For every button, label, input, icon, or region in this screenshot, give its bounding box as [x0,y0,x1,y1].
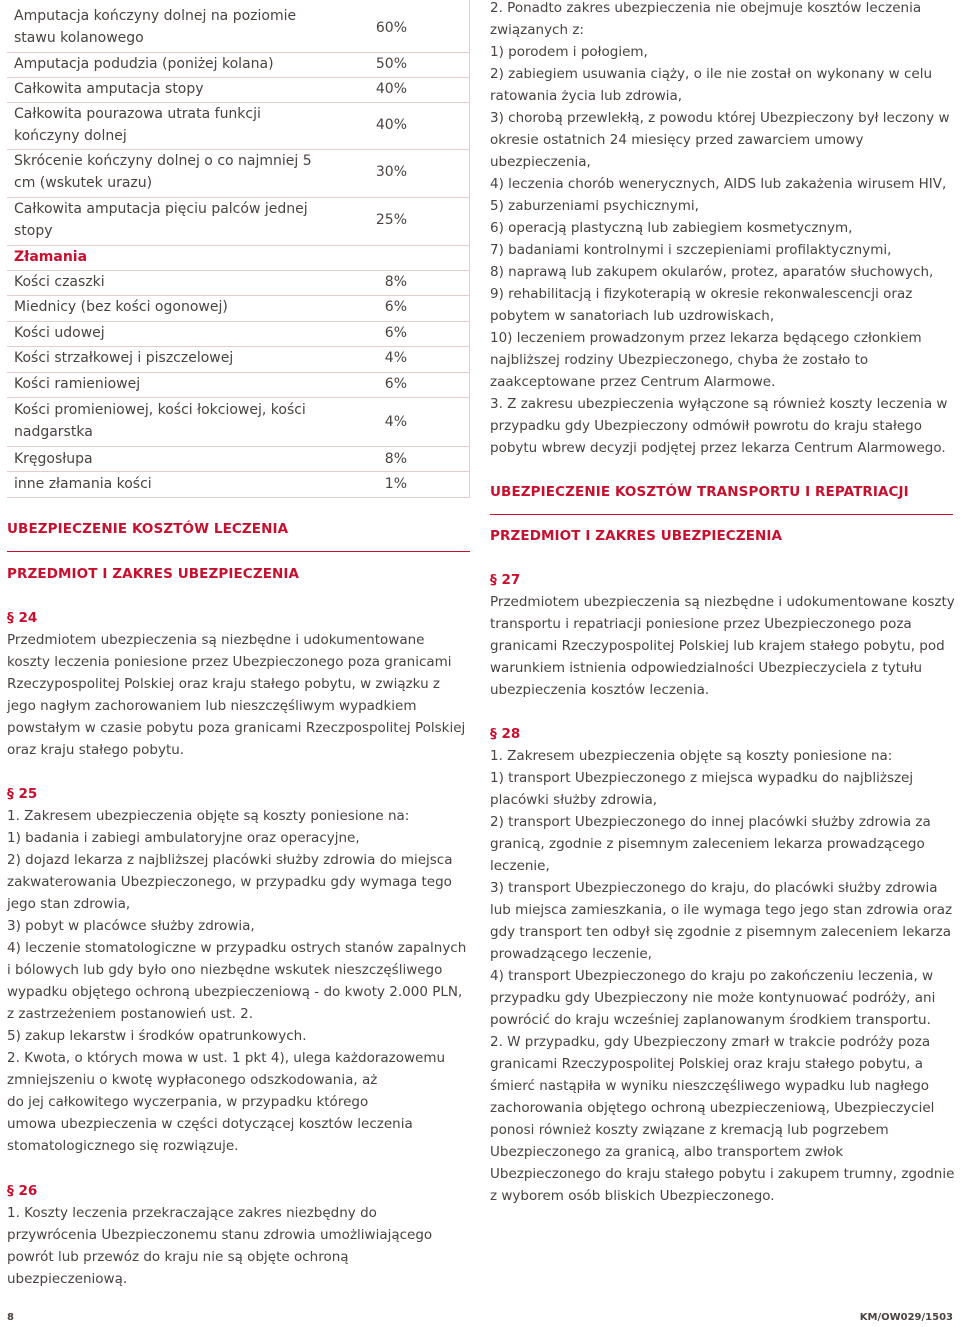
clause-number: § 25 [7,786,38,802]
row-value: 30% [375,164,407,180]
table-row-header [7,245,470,271]
table-row [7,197,470,246]
table-row [7,372,470,398]
page-number: 8 [7,1312,14,1323]
table-row [7,149,470,198]
table-row [7,102,470,150]
table-row [7,471,470,498]
table-row [7,446,470,472]
row-label: Amputacja podudzia (poniżej kolana) [14,56,274,72]
row-value: 8% [384,451,407,467]
clause-text: 1. Zakresem ubezpieczenia objęte są koszty poniesione na: 1) transport Ubezpieczonego z miejsca wypadku do najbliższej placówki służby zdrowia, 2) transport Ubezpieczonego do innej placówki służby zdrowia za granicą, zgodnie z pisemnym zaleceniem lekarza prowadzącego leczenie, 3) transport Ubezpieczonego do kraju, do placówki służby zdrowia lub miejsca zamieszkania, o ile wymaga tego jego stan zdrowia oraz gdy transport ten odbył się zgodnie z pisemnym zaleceniem lekarza prowadzącego leczenie, 4) transport Ubezpieczonego do kraju po zakończeniu leczenia, w przypadku gdy Ubezpieczony nie może kontynuować podróży, ani powrócić do kraju wcześniej zaplanowanym środkiem transportu. 2. W przypadku, gdy Ubezpieczony zmarł w trakcie podróży poza granicami Rzeczypospolitej Polskiej oraz kraju stałego pobytu, a śmierć nastąpiła w wyniku nieszczęśliwego wypadku lub nagłego zachorowania objętego ochroną ubezpieczeniową, Ubezpieczyciel ponosi również koszty związane z kremacją lub pogrzebem Ubezpieczonego za granicą, albo transportem zwłok Ubezpieczonego do kraju stałego pobytu i zakupem trumny, zgodnie z wyborem osób bliskich Ubezpieczonego. [490,748,955,1204]
row-label: Kręgosłupa [14,451,93,467]
row-label: inne złamania kości [14,476,152,492]
row-value: 8% [384,274,407,290]
row-label: Całkowita amputacja stopy [14,81,204,97]
section-title: UBEZPIECZENIE KOSZTÓW TRANSPORTU I REPATRIACJI [490,484,909,500]
table-row [7,270,470,296]
row-value: 40% [375,81,407,97]
section-divider [7,551,470,552]
row-label: Całkowita amputacja pięciu palców jednej stopy [14,201,308,239]
subsection-title: PRZEDMIOT I ZAKRES UBEZPIECZENIA [490,528,783,544]
row-label: Kości ramieniowej [14,376,141,392]
table-row [7,77,470,103]
section-divider [490,514,953,515]
row-value: 6% [384,325,407,341]
clause-number: § 27 [490,572,521,588]
table-row [7,346,470,373]
row-value: 6% [384,376,407,392]
clause-number: § 26 [7,1183,38,1199]
table-row [7,321,470,347]
row-label: Całkowita pourazowa utrata funkcji kończyny dolnej [14,106,261,144]
subsection-title: PRZEDMIOT I ZAKRES UBEZPIECZENIA [7,566,300,582]
row-label: Miednicy (bez kości ogonowej) [14,299,228,315]
row-value: 4% [384,414,407,430]
row-label: Kości promieniowej, kości łokciowej, kości nadgarstka [14,402,306,440]
row-value: 60% [375,20,407,36]
clause-text: Przedmiotem ubezpieczenia są niezbędne i udokumentowane koszty leczenia poniesione przez Ubezpieczonego poza granicami Rzeczypospolitej Polskiej oraz kraju stałego pobytu, w związku z jego nagłym zachorowaniem lub nieszczęśliwym wypadkiem powstałym w czasie pobytu poza granicami Rzeczpospolitej Polskiej oraz kraju stałego pobytu. [7,632,466,758]
row-label: Kości strzałkowej i piszczelowej [14,350,234,366]
clause-text: 2. Ponadto zakres ubezpieczenia nie obejmuje kosztów leczenia związanych z: 1) porodem i połogiem, 2) zabiegiem usuwania ciąży, o ile nie został on wykonany w celu ratowania życia lub zdrowia, 3) chorobą przewlekłą, z powodu której Ubezpieczony był leczony w okresie ostatnich 24 miesięcy przed zawarciem umowy ubezpieczenia, 4) leczenia chorób wenerycznych, AIDS lub zakażenia wirusem HIV, 5) zaburzeniami psychicznymi, 6) operacją plastyczną lub zabiegiem kosmetycznym, 7) badaniami kontrolnymi i szczepieniami profilaktycznymi, 8) naprawą lub zakupem okularów, protez, aparatów słuchowych, 9) rehabilitacją i fizykoterapią w okresie rekonwalescencji oraz pobytem w sanatoriach lub uzdrowiskach, 10) leczeniem prowadzonym przez lekarza będącego członkiem najbliższej rodziny Ubezpieczonego, chyba że zostało to zaakceptowane przez Centrum Alarmowe. 3. Z zakresu ubezpieczenia wyłączone są również koszty leczenia w przypadku gdy Ubezpieczony odmówił powrotu do kraju stałego pobytu wbrew decyzji podjętej przez lekarza Centrum Alarmowego. [490,0,950,456]
section-title: UBEZPIECZENIE KOSZTÓW LECZENIA [7,521,289,537]
row-value: 40% [375,117,407,133]
row-value: 25% [375,212,407,228]
row-label: Kości czaszki [14,274,105,290]
row-label: Kości udowej [14,325,105,341]
row-value: 6% [384,299,407,315]
table-row [7,295,470,322]
clause-number: § 28 [490,726,521,742]
table-row [7,397,470,447]
clause-number: § 24 [7,610,38,626]
row-value: 50% [375,56,407,72]
row-label: Amputacja kończyny dolnej na poziomie stawu kolanowego [14,8,297,46]
document-code: KM/OW029/1503 [859,1312,953,1323]
clause-text: Przedmiotem ubezpieczenia są niezbędne i udokumentowane koszty transportu i repatriacji poniesione przez Ubezpieczonego poza granicami Rzeczypospolitej Polskiej lub krajem stałego pobytu, pod warunkiem istnienia odpowiedzialności Ubezpieczyciela z tytułu ubezpieczenia kosztów leczenia. [490,594,955,698]
row-label: Skrócenie kończyny dolnej o co najmniej 5 cm (wskutek urazu) [14,153,312,191]
clause-text: 1. Koszty leczenia przekraczające zakres niezbędny do przywrócenia Ubezpieczonemu stanu zdrowia umożliwiającego powrót lub przewóz do kraju nie są objęte ochroną ubezpieczeniową. [7,1205,433,1287]
table-row [7,52,470,78]
row-value: 4% [384,350,407,366]
row-heading: Złamania [14,249,88,265]
row-value: 1% [384,476,407,492]
clause-text: 1. Zakresem ubezpieczenia objęte są koszty poniesione na: 1) badania i zabiegi ambulatoryjne oraz operacyjne, 2) dojazd lekarza z najbliższej placówki służby zdrowia do miejsca zakwaterowania Ubezpieczonego, w przypadku gdy wymaga tego jego stan zdrowia, 3) pobyt w placówce służby zdrowia, 4) leczenie stomatologiczne w przypadku ostrych stanów zapalnych i bólowych lub gdy było ono niezbędne wskutek nieszczęśliwego wypadku objętego ochroną ubezpieczeniową - do kwoty 2.000 PLN, z zastrzeżeniem postanowień ust. 2. 5) zakup lekarstw i środków opatrunkowych. 2. Kwota, o których mowa w ust. 1 pkt 4), ulega każdorazowemu zmniejszeniu o kwotę wypłaconego odszkodowania, aż do jej całkowitego wyczerpania, w przypadku którego umowa ubezpieczenia w części dotyczącej kosztów leczenia stomatologicznego się rozwiązuje. [7,808,467,1154]
table-row [7,2,470,53]
